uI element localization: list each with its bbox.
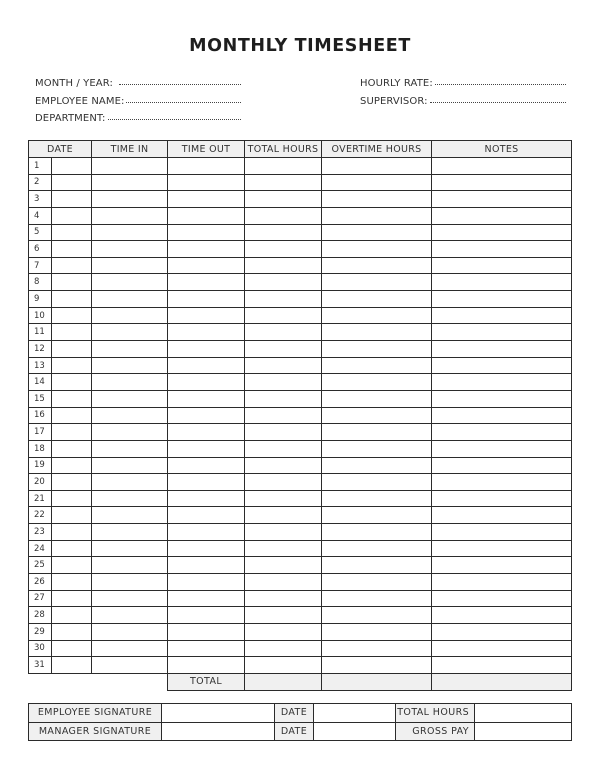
total-notes-cell[interactable] xyxy=(432,673,572,690)
time-in-cell[interactable] xyxy=(92,440,168,457)
manager-signature-row xyxy=(29,722,572,741)
time-out-cell[interactable] xyxy=(168,540,245,557)
table-row xyxy=(29,507,572,524)
date-cell[interactable] xyxy=(52,257,92,274)
notes-cell[interactable] xyxy=(432,274,572,291)
day-number: 22 xyxy=(29,507,52,524)
day-number: 29 xyxy=(29,623,52,640)
employee-signature-label: EMPLOYEE SIGNATURE xyxy=(29,704,162,723)
manager-date-label: DATE xyxy=(275,722,314,741)
day-number: 4 xyxy=(29,207,52,224)
time-out-cell[interactable] xyxy=(168,623,245,640)
total-hours-label: TOTAL HOURS xyxy=(396,704,475,723)
total-hours-cell[interactable] xyxy=(245,207,322,224)
overtime-hours-cell[interactable] xyxy=(322,158,432,175)
table-row xyxy=(29,607,572,624)
table-row xyxy=(29,341,572,358)
time-in-cell[interactable] xyxy=(92,357,168,374)
total-row-spacer xyxy=(29,673,168,690)
date-cell[interactable] xyxy=(52,540,92,557)
notes-cell[interactable] xyxy=(432,341,572,358)
time-in-cell[interactable] xyxy=(92,374,168,391)
time-out-cell[interactable] xyxy=(168,291,245,308)
overtime-hours-cell[interactable] xyxy=(322,490,432,507)
table-row xyxy=(29,191,572,208)
overtime-hours-cell[interactable] xyxy=(322,274,432,291)
day-number: 21 xyxy=(29,490,52,507)
notes-cell[interactable] xyxy=(432,457,572,474)
overtime-hours-cell[interactable] xyxy=(322,524,432,541)
overtime-hours-cell[interactable] xyxy=(322,374,432,391)
time-in-cell[interactable] xyxy=(92,590,168,607)
date-cell[interactable] xyxy=(52,241,92,258)
date-cell[interactable] xyxy=(52,474,92,491)
time-in-cell[interactable] xyxy=(92,307,168,324)
date-cell[interactable] xyxy=(52,374,92,391)
overtime-hours-cell[interactable] xyxy=(322,457,432,474)
time-in-cell[interactable] xyxy=(92,390,168,407)
time-out-cell[interactable] xyxy=(168,390,245,407)
time-out-cell[interactable] xyxy=(168,207,245,224)
date-cell[interactable] xyxy=(52,341,92,358)
notes-cell[interactable] xyxy=(432,158,572,175)
notes-cell[interactable] xyxy=(432,507,572,524)
signature-table xyxy=(28,703,572,741)
overtime-hours-cell[interactable] xyxy=(322,191,432,208)
total-row xyxy=(29,673,572,690)
employee-name-label: EMPLOYEE NAME: xyxy=(35,96,125,107)
date-cell[interactable] xyxy=(52,174,92,191)
time-in-cell[interactable] xyxy=(92,324,168,341)
time-out-cell[interactable] xyxy=(168,407,245,424)
notes-cell[interactable] xyxy=(432,324,572,341)
day-number: 2 xyxy=(29,174,52,191)
total-hours-cell[interactable] xyxy=(245,590,322,607)
total-hours-cell[interactable] xyxy=(245,357,322,374)
date-cell[interactable] xyxy=(52,158,92,175)
total-hours-cell[interactable] xyxy=(245,607,322,624)
time-out-cell[interactable] xyxy=(168,490,245,507)
time-in-cell[interactable] xyxy=(92,274,168,291)
supervisor-input[interactable] xyxy=(430,93,566,103)
day-number: 3 xyxy=(29,191,52,208)
table-row xyxy=(29,291,572,308)
overtime-hours-cell[interactable] xyxy=(322,574,432,591)
overtime-hours-cell[interactable] xyxy=(322,407,432,424)
manager-date-cell[interactable] xyxy=(314,722,396,741)
month-year-field[interactable] xyxy=(35,76,241,90)
hourly-rate-field[interactable] xyxy=(360,76,566,90)
total-hours-cell[interactable] xyxy=(245,224,322,241)
total-hours-cell[interactable] xyxy=(245,657,322,674)
employee-signature-cell[interactable] xyxy=(162,704,275,723)
date-cell[interactable] xyxy=(52,407,92,424)
overtime-hours-cell[interactable] xyxy=(322,540,432,557)
employee-name-field[interactable] xyxy=(35,94,241,108)
table-row xyxy=(29,257,572,274)
time-out-cell[interactable] xyxy=(168,457,245,474)
date-cell[interactable] xyxy=(52,307,92,324)
date-cell[interactable] xyxy=(52,490,92,507)
overtime-hours-cell[interactable] xyxy=(322,291,432,308)
column-header-total-hours: TOTAL HOURS xyxy=(245,141,322,158)
overtime-hours-cell[interactable] xyxy=(322,557,432,574)
total-hours-cell[interactable] xyxy=(245,191,322,208)
total-hours-cell[interactable] xyxy=(245,324,322,341)
time-in-cell[interactable] xyxy=(92,623,168,640)
table-row xyxy=(29,307,572,324)
time-out-cell[interactable] xyxy=(168,590,245,607)
table-row xyxy=(29,324,572,341)
time-out-cell[interactable] xyxy=(168,341,245,358)
table-row xyxy=(29,457,572,474)
notes-cell[interactable] xyxy=(432,440,572,457)
date-cell[interactable] xyxy=(52,390,92,407)
overtime-hours-cell[interactable] xyxy=(322,607,432,624)
table-row xyxy=(29,390,572,407)
date-cell[interactable] xyxy=(52,440,92,457)
time-in-cell[interactable] xyxy=(92,424,168,441)
time-out-cell[interactable] xyxy=(168,224,245,241)
day-number: 17 xyxy=(29,424,52,441)
total-hours-cell[interactable] xyxy=(245,307,322,324)
total-hours-cell[interactable] xyxy=(245,557,322,574)
time-in-cell[interactable] xyxy=(92,457,168,474)
notes-cell[interactable] xyxy=(432,424,572,441)
time-out-cell[interactable] xyxy=(168,557,245,574)
day-number: 28 xyxy=(29,607,52,624)
day-number: 18 xyxy=(29,440,52,457)
total-hours-cell[interactable] xyxy=(245,623,322,640)
time-out-cell[interactable] xyxy=(168,657,245,674)
total-hours-cell[interactable] xyxy=(245,374,322,391)
day-number: 14 xyxy=(29,374,52,391)
table-row xyxy=(29,623,572,640)
total-hours-cell[interactable] xyxy=(245,490,322,507)
day-number: 30 xyxy=(29,640,52,657)
overtime-hours-cell[interactable] xyxy=(322,440,432,457)
notes-cell[interactable] xyxy=(432,657,572,674)
overtime-hours-cell[interactable] xyxy=(322,623,432,640)
page-title: MONTHLY TIMESHEET xyxy=(189,36,411,56)
time-in-cell[interactable] xyxy=(92,657,168,674)
total-hours-cell[interactable] xyxy=(245,390,322,407)
supervisor-field[interactable] xyxy=(360,94,566,108)
total-overtime-sum-cell[interactable] xyxy=(322,673,432,690)
manager-signature-cell[interactable] xyxy=(162,722,275,741)
date-cell[interactable] xyxy=(52,457,92,474)
total-hours-cell[interactable] xyxy=(245,274,322,291)
date-cell[interactable] xyxy=(52,657,92,674)
time-out-cell[interactable] xyxy=(168,257,245,274)
overtime-hours-cell[interactable] xyxy=(322,507,432,524)
column-header-time-out: TIME OUT xyxy=(168,141,245,158)
time-out-cell[interactable] xyxy=(168,357,245,374)
day-number: 12 xyxy=(29,341,52,358)
employee-signature-row xyxy=(29,704,572,723)
total-hours-cell[interactable] xyxy=(245,341,322,358)
time-in-cell[interactable] xyxy=(92,224,168,241)
table-row xyxy=(29,424,572,441)
total-hours-cell[interactable] xyxy=(245,407,322,424)
month-year-input[interactable] xyxy=(119,75,241,85)
table-row xyxy=(29,174,572,191)
notes-cell[interactable] xyxy=(432,224,572,241)
table-row xyxy=(29,407,572,424)
department-field[interactable] xyxy=(35,111,241,125)
date-cell[interactable] xyxy=(52,224,92,241)
time-in-cell[interactable] xyxy=(92,207,168,224)
time-in-cell[interactable] xyxy=(92,574,168,591)
total-hours-cell[interactable] xyxy=(245,424,322,441)
total-hours-cell[interactable] xyxy=(245,440,322,457)
time-in-cell[interactable] xyxy=(92,257,168,274)
day-number: 9 xyxy=(29,291,52,308)
hourly-rate-input[interactable] xyxy=(435,75,566,85)
day-number: 24 xyxy=(29,540,52,557)
total-hours-cell[interactable] xyxy=(245,291,322,308)
table-row xyxy=(29,207,572,224)
date-cell[interactable] xyxy=(52,607,92,624)
total-hours-cell[interactable] xyxy=(245,474,322,491)
table-row xyxy=(29,657,572,674)
date-cell[interactable] xyxy=(52,274,92,291)
date-cell[interactable] xyxy=(52,324,92,341)
overtime-hours-cell[interactable] xyxy=(322,224,432,241)
date-cell[interactable] xyxy=(52,424,92,441)
overtime-hours-cell[interactable] xyxy=(322,357,432,374)
total-hours-cell[interactable] xyxy=(475,704,572,723)
time-in-cell[interactable] xyxy=(92,607,168,624)
overtime-hours-cell[interactable] xyxy=(322,590,432,607)
day-number: 11 xyxy=(29,324,52,341)
time-out-cell[interactable] xyxy=(168,524,245,541)
time-out-cell[interactable] xyxy=(168,640,245,657)
day-number: 19 xyxy=(29,457,52,474)
time-in-cell[interactable] xyxy=(92,291,168,308)
notes-cell[interactable] xyxy=(432,474,572,491)
notes-cell[interactable] xyxy=(432,374,572,391)
overtime-hours-cell[interactable] xyxy=(322,424,432,441)
time-out-cell[interactable] xyxy=(168,507,245,524)
date-cell[interactable] xyxy=(52,590,92,607)
table-row xyxy=(29,440,572,457)
overtime-hours-cell[interactable] xyxy=(322,307,432,324)
table-row xyxy=(29,224,572,241)
total-hours-sum-cell[interactable] xyxy=(245,673,322,690)
table-row xyxy=(29,524,572,541)
notes-cell[interactable] xyxy=(432,407,572,424)
day-number: 8 xyxy=(29,274,52,291)
notes-cell[interactable] xyxy=(432,540,572,557)
time-out-cell[interactable] xyxy=(168,307,245,324)
notes-cell[interactable] xyxy=(432,590,572,607)
date-cell[interactable] xyxy=(52,191,92,208)
table-row xyxy=(29,574,572,591)
total-hours-cell[interactable] xyxy=(245,540,322,557)
day-number: 7 xyxy=(29,257,52,274)
day-number: 13 xyxy=(29,357,52,374)
manager-signature-label: MANAGER SIGNATURE xyxy=(29,722,162,741)
time-out-cell[interactable] xyxy=(168,191,245,208)
notes-cell[interactable] xyxy=(432,191,572,208)
notes-cell[interactable] xyxy=(432,607,572,624)
table-row xyxy=(29,241,572,258)
time-out-cell[interactable] xyxy=(168,158,245,175)
total-hours-cell[interactable] xyxy=(245,457,322,474)
total-label: TOTAL xyxy=(168,673,245,690)
time-out-cell[interactable] xyxy=(168,574,245,591)
notes-cell[interactable] xyxy=(432,524,572,541)
table-row xyxy=(29,158,572,175)
total-hours-cell[interactable] xyxy=(245,507,322,524)
overtime-hours-cell[interactable] xyxy=(322,390,432,407)
day-number: 15 xyxy=(29,390,52,407)
employee-name-input[interactable] xyxy=(126,93,241,103)
time-out-cell[interactable] xyxy=(168,241,245,258)
overtime-hours-cell[interactable] xyxy=(322,241,432,258)
overtime-hours-cell[interactable] xyxy=(322,341,432,358)
date-cell[interactable] xyxy=(52,524,92,541)
overtime-hours-cell[interactable] xyxy=(322,657,432,674)
date-cell[interactable] xyxy=(52,507,92,524)
table-row xyxy=(29,540,572,557)
day-number: 5 xyxy=(29,224,52,241)
table-row xyxy=(29,474,572,491)
notes-cell[interactable] xyxy=(432,490,572,507)
day-number: 20 xyxy=(29,474,52,491)
table-row xyxy=(29,274,572,291)
column-header-time-in: TIME IN xyxy=(92,141,168,158)
date-cell[interactable] xyxy=(52,574,92,591)
time-in-cell[interactable] xyxy=(92,524,168,541)
time-out-cell[interactable] xyxy=(168,174,245,191)
date-cell[interactable] xyxy=(52,557,92,574)
day-number: 10 xyxy=(29,307,52,324)
time-out-cell[interactable] xyxy=(168,440,245,457)
time-out-cell[interactable] xyxy=(168,374,245,391)
column-header-overtime-hours: OVERTIME HOURS xyxy=(322,141,432,158)
notes-cell[interactable] xyxy=(432,640,572,657)
notes-cell[interactable] xyxy=(432,557,572,574)
gross-pay-label: GROSS PAY xyxy=(396,722,475,741)
overtime-hours-cell[interactable] xyxy=(322,207,432,224)
overtime-hours-cell[interactable] xyxy=(322,640,432,657)
time-out-cell[interactable] xyxy=(168,274,245,291)
time-in-cell[interactable] xyxy=(92,540,168,557)
gross-pay-cell[interactable] xyxy=(475,722,572,741)
table-row xyxy=(29,490,572,507)
table-row xyxy=(29,640,572,657)
table-row xyxy=(29,557,572,574)
department-input[interactable] xyxy=(108,110,242,120)
time-out-cell[interactable] xyxy=(168,324,245,341)
notes-cell[interactable] xyxy=(432,574,572,591)
time-in-cell[interactable] xyxy=(92,407,168,424)
time-in-cell[interactable] xyxy=(92,640,168,657)
notes-cell[interactable] xyxy=(432,390,572,407)
time-in-cell[interactable] xyxy=(92,341,168,358)
notes-cell[interactable] xyxy=(432,357,572,374)
notes-cell[interactable] xyxy=(432,307,572,324)
time-out-cell[interactable] xyxy=(168,474,245,491)
total-hours-cell[interactable] xyxy=(245,640,322,657)
day-number: 23 xyxy=(29,524,52,541)
time-in-cell[interactable] xyxy=(92,241,168,258)
overtime-hours-cell[interactable] xyxy=(322,324,432,341)
day-number: 25 xyxy=(29,557,52,574)
hourly-rate-label: HOURLY RATE: xyxy=(360,78,433,89)
employee-date-cell[interactable] xyxy=(314,704,396,723)
date-cell[interactable] xyxy=(52,623,92,640)
total-hours-cell[interactable] xyxy=(245,241,322,258)
date-cell[interactable] xyxy=(52,640,92,657)
department-label: DEPARTMENT: xyxy=(35,113,106,124)
total-hours-cell[interactable] xyxy=(245,158,322,175)
date-cell[interactable] xyxy=(52,357,92,374)
time-in-cell[interactable] xyxy=(92,158,168,175)
table-row xyxy=(29,357,572,374)
table-row xyxy=(29,374,572,391)
column-header-notes: NOTES xyxy=(432,141,572,158)
column-header-date: DATE xyxy=(29,141,92,158)
time-out-cell[interactable] xyxy=(168,424,245,441)
day-number: 16 xyxy=(29,407,52,424)
time-in-cell[interactable] xyxy=(92,557,168,574)
day-number: 1 xyxy=(29,158,52,175)
timesheet-table xyxy=(28,140,572,691)
day-number: 27 xyxy=(29,590,52,607)
notes-cell[interactable] xyxy=(432,291,572,308)
time-in-cell[interactable] xyxy=(92,474,168,491)
time-out-cell[interactable] xyxy=(168,607,245,624)
date-cell[interactable] xyxy=(52,207,92,224)
notes-cell[interactable] xyxy=(432,623,572,640)
notes-cell[interactable] xyxy=(432,257,572,274)
day-number: 26 xyxy=(29,574,52,591)
total-hours-cell[interactable] xyxy=(245,524,322,541)
overtime-hours-cell[interactable] xyxy=(322,474,432,491)
table-header-row xyxy=(29,141,572,158)
time-in-cell[interactable] xyxy=(92,191,168,208)
day-number: 6 xyxy=(29,241,52,258)
notes-cell[interactable] xyxy=(432,241,572,258)
overtime-hours-cell[interactable] xyxy=(322,257,432,274)
notes-cell[interactable] xyxy=(432,174,572,191)
overtime-hours-cell[interactable] xyxy=(322,174,432,191)
month-year-label: MONTH / YEAR: xyxy=(35,78,113,89)
time-in-cell[interactable] xyxy=(92,490,168,507)
table-row xyxy=(29,590,572,607)
total-hours-cell[interactable] xyxy=(245,174,322,191)
total-hours-cell[interactable] xyxy=(245,574,322,591)
total-hours-cell[interactable] xyxy=(245,257,322,274)
supervisor-label: SUPERVISOR: xyxy=(360,96,428,107)
date-cell[interactable] xyxy=(52,291,92,308)
employee-date-label: DATE xyxy=(275,704,314,723)
time-in-cell[interactable] xyxy=(92,507,168,524)
day-number: 31 xyxy=(29,657,52,674)
time-in-cell[interactable] xyxy=(92,174,168,191)
notes-cell[interactable] xyxy=(432,207,572,224)
